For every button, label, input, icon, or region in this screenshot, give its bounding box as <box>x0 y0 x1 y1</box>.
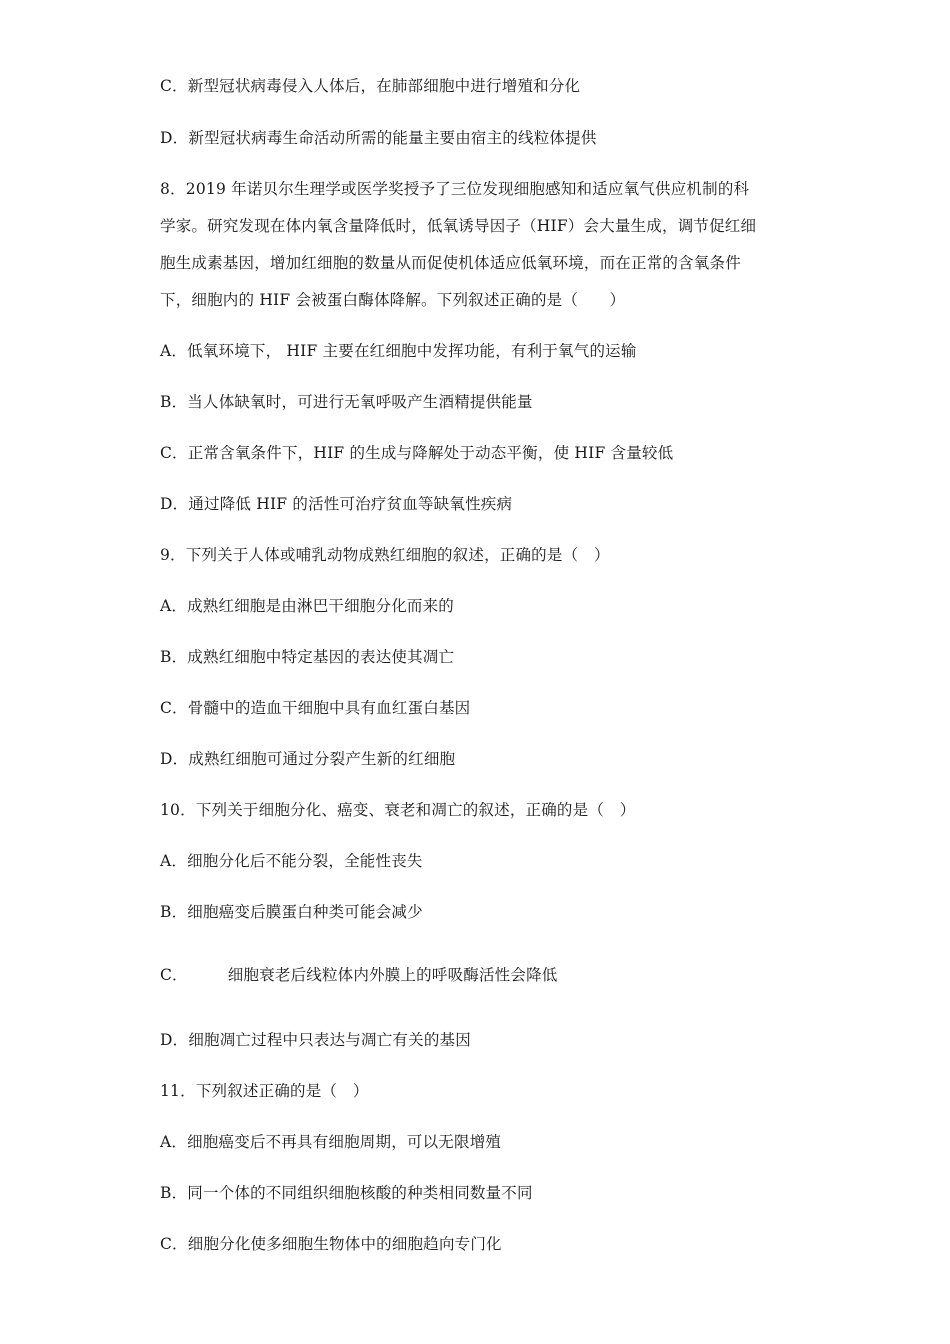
q7-option-d: D．新型冠状病毒生命活动所需的能量主要由宿主的线粒体提供 <box>160 129 597 147</box>
q11-option-b: B．同一个体的不同组织细胞核酸的种类相同数量不同 <box>160 1184 533 1202</box>
q8-stem-line-2: 学家。研究发现在体内氧含量降低时，低氧诱导因子（HIF）会大量生成，调节促红细 <box>160 217 757 235</box>
q10-option-a: A．细胞分化后不能分裂，全能性丧失 <box>160 852 423 870</box>
q9-stem: 9．下列关于人体或哺乳动物成熟红细胞的叙述，正确的是（ ） <box>160 546 610 564</box>
q8-stem-line-3: 胞生成素基因，增加红细胞的数量从而促使机体适应低氧环境，而在正常的含氧条件 <box>160 254 741 272</box>
q8-option-c: C．正常含氧条件下，HIF 的生成与降解处于动态平衡，使 HIF 含量较低 <box>160 444 674 462</box>
q11-option-c: C．细胞分化使多细胞生物体中的细胞趋向专门化 <box>160 1235 502 1253</box>
q10-option-c-text: 细胞衰老后线粒体内外膜上的呼吸酶活性会降低 <box>227 966 558 984</box>
q8-option-a: A．低氧环境下， HIF 主要在红细胞中发挥功能，有利于氧气的运输 <box>160 342 637 360</box>
q8-option-d: D．通过降低 HIF 的活性可治疗贫血等缺氧性疾病 <box>160 495 513 513</box>
q11-option-a: A．细胞癌变后不再具有细胞周期，可以无限增殖 <box>160 1133 502 1151</box>
q7-option-c: C．新型冠状病毒侵入人体后，在肺部细胞中进行增殖和分化 <box>160 77 581 95</box>
q11-stem: 11．下列叙述正确的是（ ） <box>160 1082 369 1100</box>
q9-option-d: D．成熟红细胞可通过分裂产生新的红细胞 <box>160 750 456 768</box>
q9-option-b: B．成熟红细胞中特定基因的表达使其凋亡 <box>160 648 455 666</box>
q10-stem: 10．下列关于细胞分化、癌变、衰老和凋亡的叙述，正确的是（ ） <box>160 801 636 819</box>
q9-option-c: C．骨髓中的造血干细胞中具有血红蛋白基因 <box>160 699 471 717</box>
q10-option-d: D．细胞凋亡过程中只表达与凋亡有关的基因 <box>160 1031 471 1049</box>
q10-option-b: B．细胞癌变后膜蛋白种类可能会减少 <box>160 903 423 921</box>
q8-stem-line-1: 8．2019 年诺贝尔生理学或医学奖授予了三位发现细胞感知和适应氧气供应机制的科 <box>160 180 750 198</box>
q10-option-c <box>160 965 557 985</box>
q8-option-b: B．当人体缺氧时，可进行无氧呼吸产生酒精提供能量 <box>160 393 533 411</box>
q10-option-c-letter: C． <box>160 966 188 984</box>
q9-option-a: A．成熟红细胞是由淋巴干细胞分化而来的 <box>160 597 454 615</box>
q8-stem-line-4: 下，细胞内的 HIF 会被蛋白酶体降解。下列叙述正确的是（ ） <box>160 291 626 309</box>
